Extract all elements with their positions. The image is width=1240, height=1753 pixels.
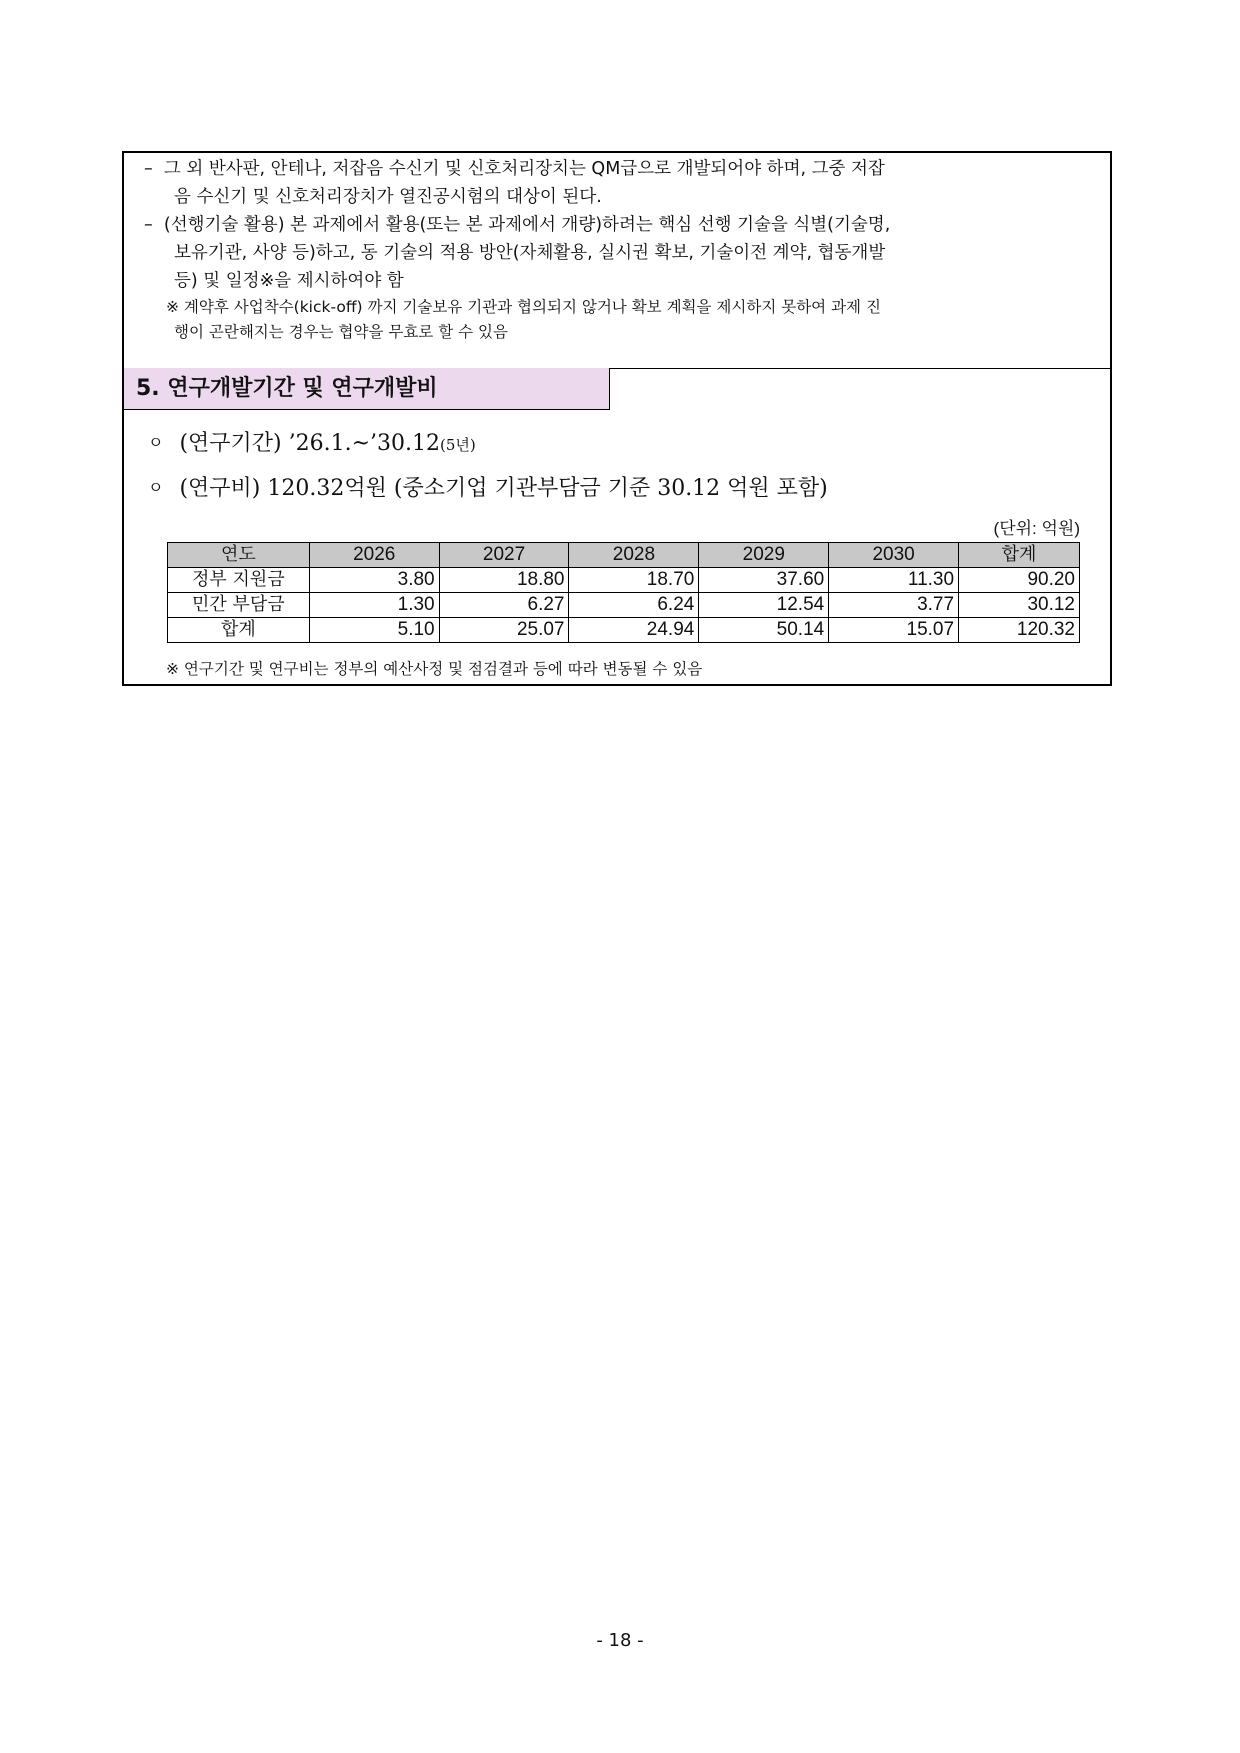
footnote: ※ 연구기간 및 연구비는 정부의 예산사정 및 점검결과 등에 따라 변동될 수 있음 xyxy=(166,660,703,678)
unit-label: (단위: 억원) xyxy=(993,519,1080,538)
req-note-line-1: ※ 계약후 사업착수(kick-off) 까지 기술보유 기관과 협의되지 않거나 확보 계획을 제시하지 못하여 과제 진 xyxy=(166,298,881,316)
table-cell: 25.07 xyxy=(439,618,569,643)
req-item-1-line-1: – 그 외 반사판, 안테나, 저잡음 수신기 및 신호처리장치는 QM급으로 개발되어야 하며, 그중 저잡 xyxy=(144,159,885,179)
header-cell-total: 합계 xyxy=(959,543,1080,568)
header-cell: 2028 xyxy=(569,543,699,568)
table-header-row xyxy=(168,543,1080,568)
req-item-2-line-1: – (선행기술 활용) 본 과제에서 활용(또는 본 과제에서 개량)하려는 핵심 선행 기술을 식별(기술명, xyxy=(144,215,891,235)
table-cell: 5.10 xyxy=(309,618,439,643)
section-title: 5. 연구개발기간 및 연구개발비 xyxy=(124,368,610,410)
table-cell-total: 30.12 xyxy=(959,593,1080,618)
table-row xyxy=(168,618,1080,643)
table-cell: 3.77 xyxy=(829,593,959,618)
table-cell: 6.24 xyxy=(569,593,699,618)
table-cell: 12.54 xyxy=(699,593,829,618)
document-frame xyxy=(122,151,1112,686)
table-cell: 1.30 xyxy=(309,593,439,618)
header-cell: 2029 xyxy=(699,543,829,568)
table-row xyxy=(168,593,1080,618)
table-cell: 37.60 xyxy=(699,568,829,593)
table-cell: 15.07 xyxy=(829,618,959,643)
table-cell: 11.30 xyxy=(829,568,959,593)
budget-table xyxy=(167,542,1080,643)
bullet-mark: ㅇ xyxy=(148,433,164,452)
budget-text: (연구비) 120.32억원 (중소기업 기관부담금 기준 30.12 억원 포함) xyxy=(179,476,828,501)
table-cell: 3.80 xyxy=(309,568,439,593)
row-label: 정부 지원금 xyxy=(168,568,310,593)
header-cell: 2027 xyxy=(439,543,569,568)
header-cell-year: 연도 xyxy=(168,543,310,568)
period-bullet xyxy=(148,426,476,457)
row-label: 민간 부담금 xyxy=(168,593,310,618)
req-item-2-line-2: 보유기관, 사양 등)하고, 동 기술의 적용 방안(자체활용, 실시권 확보, 기술이전 계약, 협동개발 xyxy=(174,243,886,263)
header-cell: 2026 xyxy=(309,543,439,568)
table-cell: 18.70 xyxy=(569,568,699,593)
table-cell: 6.27 xyxy=(439,593,569,618)
bullet-mark: ㅇ xyxy=(148,478,164,497)
table-cell-total: 120.32 xyxy=(959,618,1080,643)
period-text: (연구기간) ’26.1.~’30.12 xyxy=(179,431,441,456)
req-item-2-line-3: 등) 및 일정※을 제시하여야 함 xyxy=(174,271,404,291)
requirements-block xyxy=(124,153,1110,369)
table-cell: 24.94 xyxy=(569,618,699,643)
budget-bullet xyxy=(148,471,828,502)
req-note-line-2: 행이 곤란해지는 경우는 협약을 무효로 할 수 있음 xyxy=(174,323,508,341)
page-number: - 18 - xyxy=(596,1630,644,1651)
table-row xyxy=(168,568,1080,593)
period-suffix: (5년) xyxy=(440,436,476,454)
header-cell: 2030 xyxy=(829,543,959,568)
row-label: 합계 xyxy=(168,618,310,643)
table-cell-total: 90.20 xyxy=(959,568,1080,593)
table-cell: 50.14 xyxy=(699,618,829,643)
req-item-1-line-2: 음 수신기 및 신호처리장치가 열진공시험의 대상이 된다. xyxy=(174,187,602,207)
table-cell: 18.80 xyxy=(439,568,569,593)
